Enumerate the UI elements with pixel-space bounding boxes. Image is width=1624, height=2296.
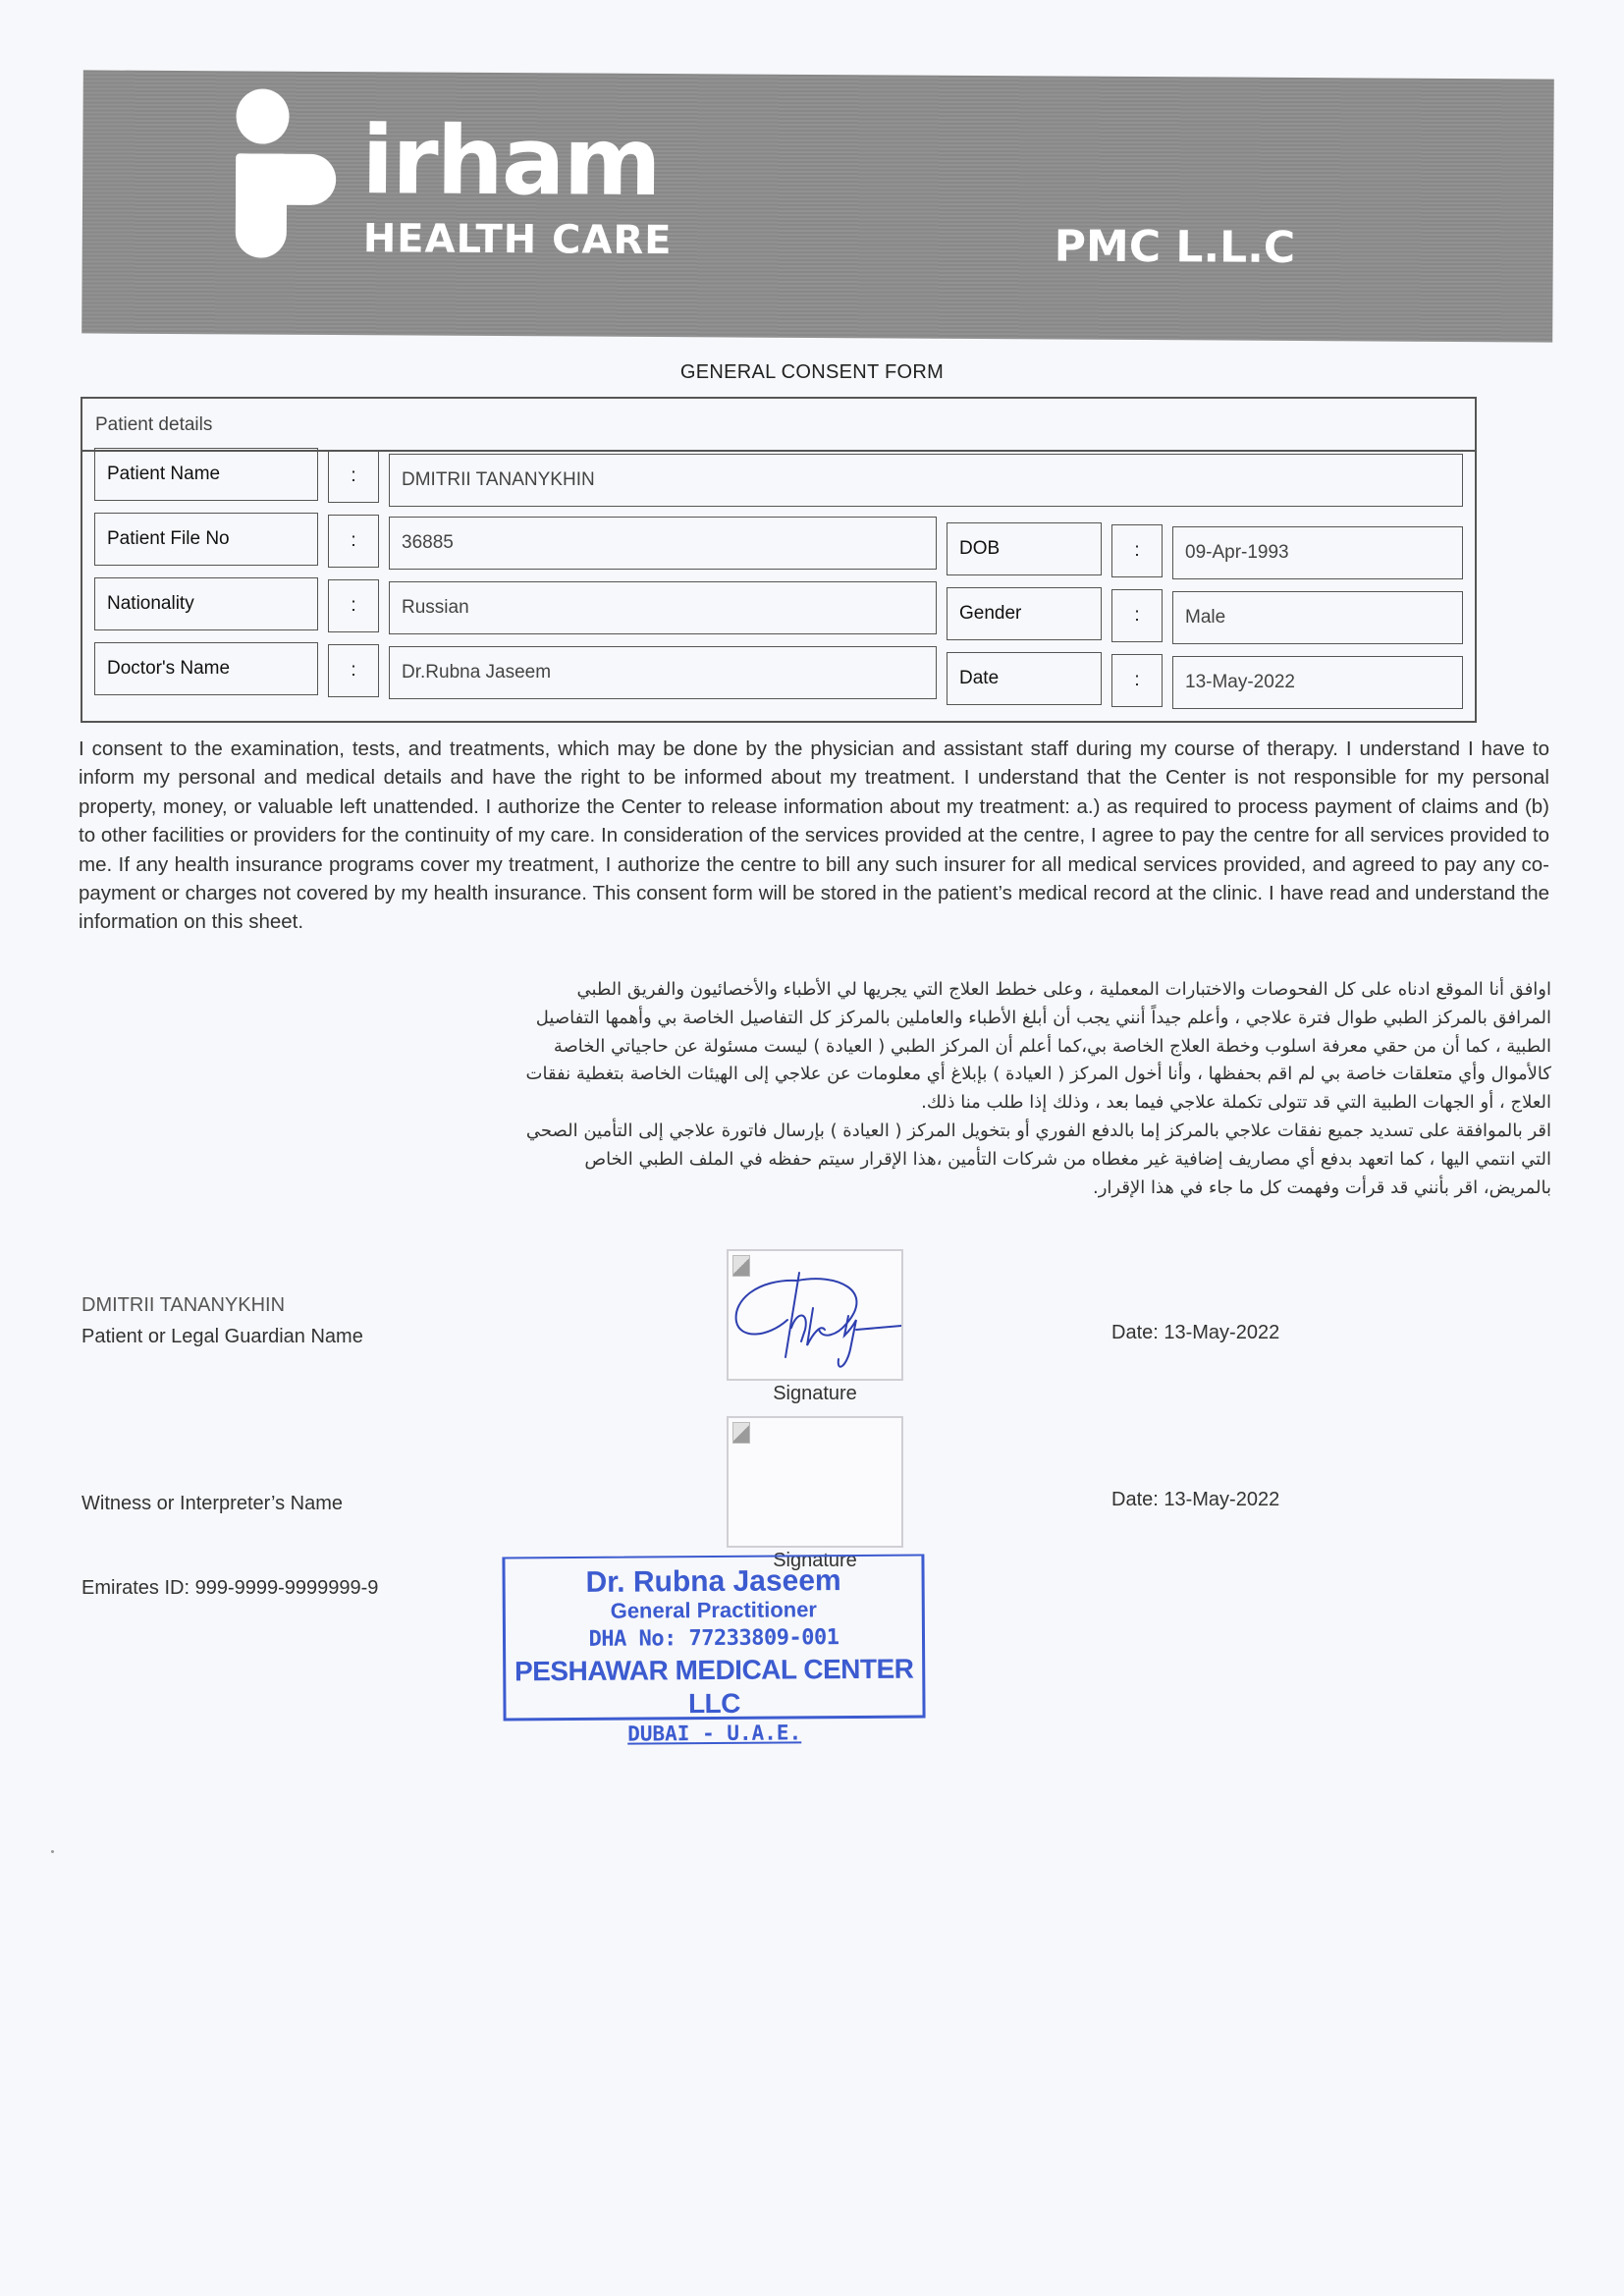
doctors-name-label: Doctor's Name <box>94 642 318 695</box>
arabic-line: العلاج ، أو الجهات الطبية التي قد تتولى تكملة علاجي فيما بعد ، وذلك إذا طلب منا ذلك. <box>921 1092 1551 1114</box>
arabic-line: كالأموال وأي متعلقات خاصة بي لم اقم بحفظها ، وأنا أخول المركز ( العيادة ) بإبلاغ أي معلومات عن علاجي إلى الهيئات الخاصة بتغطية نفقات <box>525 1064 1551 1085</box>
stamp-license: DHA No: 77233809-001 <box>588 1625 839 1652</box>
gender-label: Gender <box>947 587 1102 640</box>
stamp-doctor-name: Dr. Rubna Jaseem <box>585 1564 841 1599</box>
broken-image-icon <box>732 1422 750 1444</box>
form-title: GENERAL CONSENT FORM <box>679 361 945 383</box>
stamp-doctor-title: General Practitioner <box>610 1597 818 1623</box>
patient-file-no-value: 36885 <box>389 517 937 570</box>
colon-separator: : <box>328 644 379 697</box>
irham-logo-icon <box>236 88 345 258</box>
logo-subtitle: HEALTH CARE <box>362 216 673 264</box>
logo-wordmark: irham <box>360 105 661 218</box>
colon-separator: : <box>328 515 379 568</box>
colon-separator: : <box>328 450 379 503</box>
gender-value: Male <box>1172 591 1463 644</box>
nationality-value: Russian <box>389 581 937 634</box>
arabic-line: اوافق أنا الموقع ادناه على كل الفحوصات والاختبارات المعملية ، وعلى خطط العلاج التي يجريها لي الأطباء والأخصائيون والفريق الطبي <box>576 979 1551 1000</box>
patient-printed-name: DMITRII TANANYKHIN <box>81 1294 286 1316</box>
consent-paragraph-arabic <box>432 976 1551 1202</box>
stamp-location: DUBAI - U.A.E. <box>627 1721 802 1746</box>
patient-details-header <box>82 399 1475 452</box>
emirates-id: Emirates ID: 999-9999-9999999-9 <box>81 1577 379 1599</box>
scan-speck <box>51 1850 54 1853</box>
date-label: Date <box>947 652 1102 705</box>
colon-separator: : <box>1111 654 1163 707</box>
patient-guardian-caption: Patient or Legal Guardian Name <box>81 1326 363 1347</box>
signature-caption: Signature <box>773 1383 857 1404</box>
signature-caption: Signature <box>773 1550 857 1571</box>
patient-file-no-label: Patient File No <box>94 513 318 566</box>
doctor-stamp <box>502 1555 925 1746</box>
colon-separator: : <box>328 579 379 632</box>
consent-paragraph-english: I consent to the examination, tests, and treatments, which may be done by the physician and assistant staff during my course of therapy. I understand I have to inform my personal and medical details and have the right to be informed about my treatment. I understand that the Center is not responsible for my personal property, money, or valuable left unattended. I authorize the Center to release information about my treatment: a.) as required to process payment of claims and (b) to other facilities or providers for the continuity of my care. In consideration of the services provided at the centre, I agree to pay the centre for all services provided to me. If any health insurance programs cover my treatment, I authorize the centre to bill any such insurer for all medical services provided, and agreed to pay any co-payment or charges not covered by my health insurance. This consent form will be stored in the patient’s medical record at the clinic. I have read and understand the information on this sheet. <box>79 738 1549 934</box>
dob-label: DOB <box>947 522 1102 575</box>
patient-signature-date: Date: 13-May-2022 <box>1111 1322 1280 1343</box>
arabic-line: المرافق بالمركز الطبي طوال فترة علاجي ، وأعلم جيداً أنني يجب أن أبلغ الأطباء والعاملين بالمركز كل التفاصيل الخاصة بي وأهمها التفاصيل <box>535 1007 1551 1028</box>
arabic-line: الطبية ، كما أن من حقي معرفة اسلوب وخطة العلاج الخاصة بي،كما أعلم أن المركز الطبي ( العيادة ) ليست مسئولة عن حاجياتي الخاصة <box>553 1035 1551 1057</box>
arabic-line: التي انتمي اليها ، كما اتعهد بدفع أي مصاريف إضافية غير مغطاه من شركات التأمين ،هذا الإقرار سيتم حفظه في الملف الطبي الخاص <box>584 1148 1551 1170</box>
witness-signature-box[interactable] <box>727 1416 903 1548</box>
date-value: 13-May-2022 <box>1172 656 1463 709</box>
patient-name-label: Patient Name <box>94 448 318 501</box>
stamp-facility: PESHAWAR MEDICAL CENTER LLC <box>514 1653 914 1720</box>
nationality-label: Nationality <box>94 577 318 630</box>
colon-separator: : <box>1111 524 1163 577</box>
company-name: PMC L.L.C <box>1054 221 1296 273</box>
patient-details-table <box>81 397 1477 723</box>
section-label: Patient details <box>95 414 213 435</box>
patient-signature-box <box>727 1249 903 1381</box>
doctors-name-value: Dr.Rubna Jaseem <box>389 646 937 699</box>
arabic-line: اقر بالموافقة على تسديد جميع نفقات علاجي بالمركز إما بالدفع الفوري أو بتخويل المركز ( العيادة ) بإرسال فاتورة علاجي إلى التأمين الصحي <box>525 1120 1551 1141</box>
patient-name-value: DMITRII TANANYKHIN <box>389 454 1463 507</box>
arabic-line: بالمريض، اقر بأنني قد قرأت وفهمت كل ما جاء في هذا الإقرار. <box>1093 1176 1551 1198</box>
witness-caption: Witness or Interpreter’s Name <box>81 1493 344 1514</box>
witness-signature-date: Date: 13-May-2022 <box>1111 1489 1280 1510</box>
handwritten-signature <box>729 1251 901 1379</box>
colon-separator: : <box>1111 589 1163 642</box>
dob-value: 09-Apr-1993 <box>1172 526 1463 579</box>
header-banner <box>81 70 1554 342</box>
